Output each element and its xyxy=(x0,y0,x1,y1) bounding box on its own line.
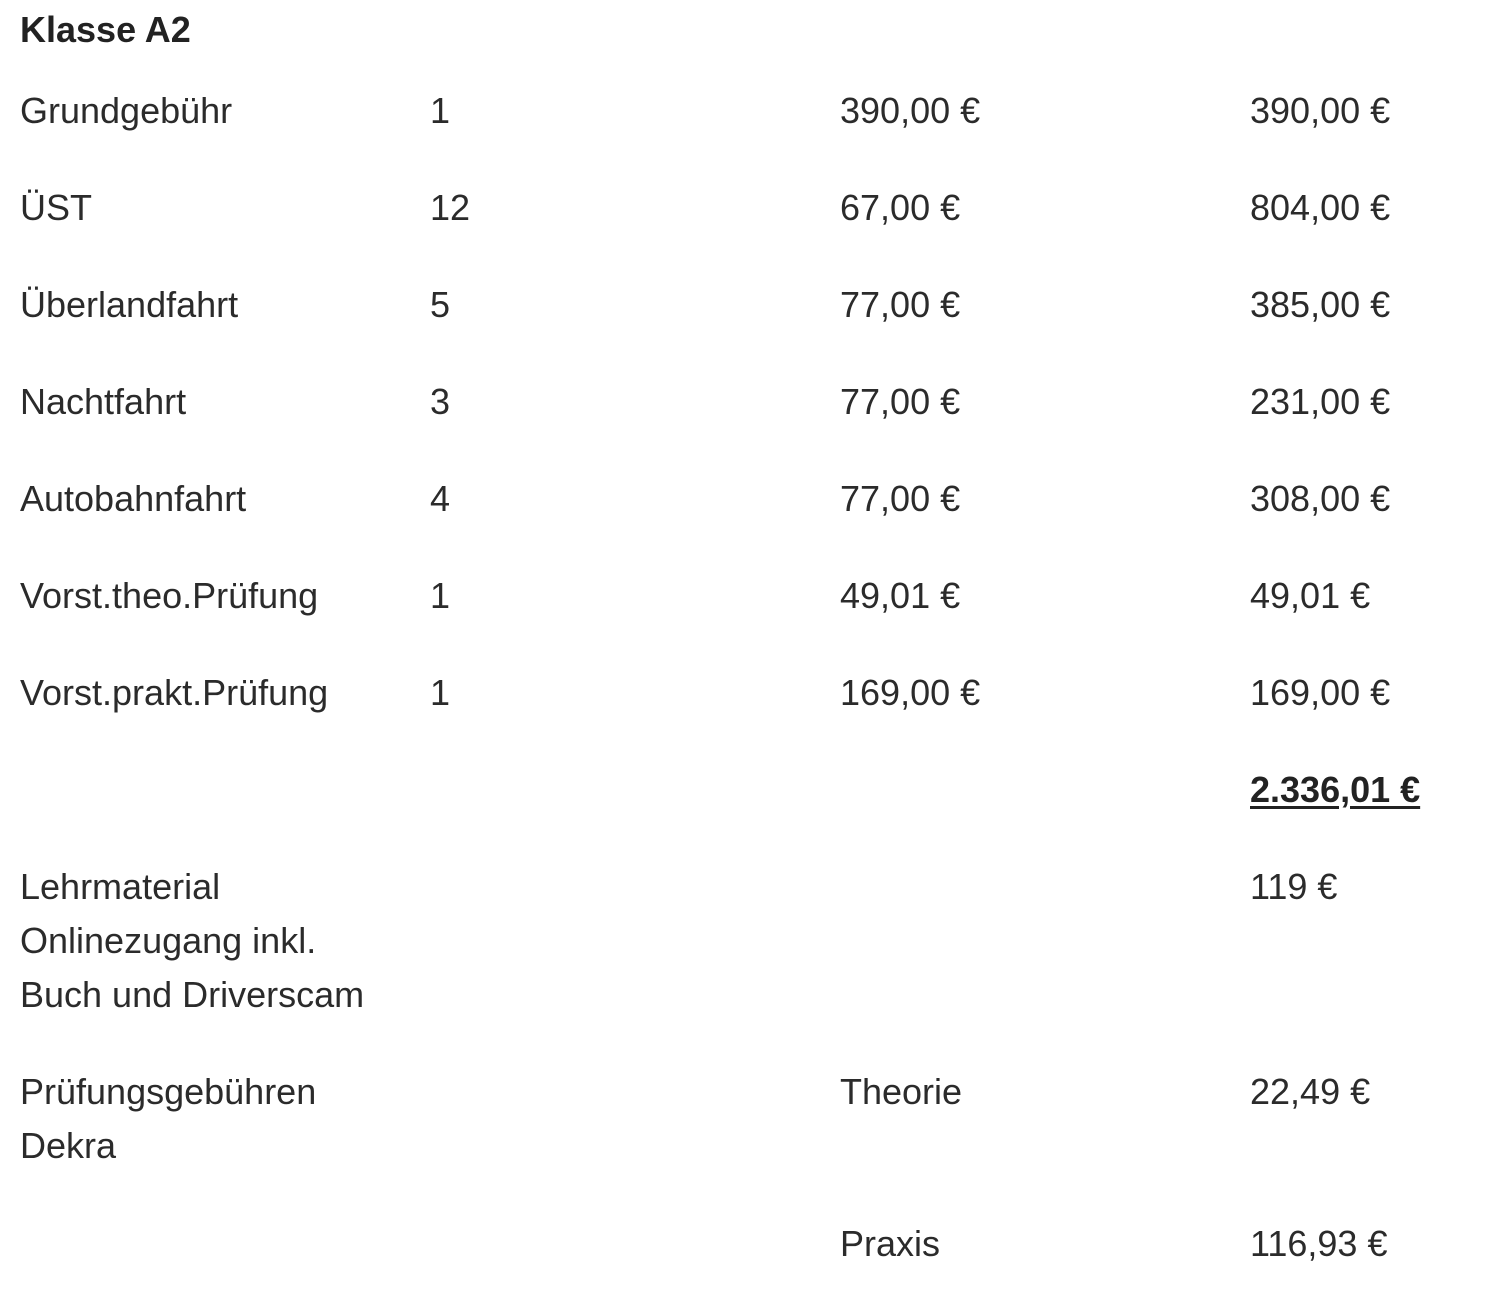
pruefung-label-line: Prüfungsgebühren xyxy=(20,1071,317,1112)
item-total: 169,00 € xyxy=(1250,672,1391,713)
item-total: 804,00 € xyxy=(1250,187,1391,228)
theorie-label: Theorie xyxy=(840,1071,963,1112)
pruefung-label-line: Dekra xyxy=(20,1125,117,1166)
item-price: 77,00 € xyxy=(840,284,961,325)
item-price: 67,00 € xyxy=(840,187,961,228)
item-price: 77,00 € xyxy=(840,381,961,422)
item-total: 231,00 € xyxy=(1250,381,1391,422)
lehrmaterial-label-line: Onlinezugang inkl. xyxy=(20,920,317,961)
item-qty: 1 xyxy=(430,90,451,131)
item-qty: 4 xyxy=(430,478,451,519)
item-qty: 5 xyxy=(430,284,451,325)
item-name: Autobahnfahrt xyxy=(20,478,247,519)
lehrmaterial-price: 119 € xyxy=(1250,866,1338,907)
item-name: Grundgebühr xyxy=(20,90,233,131)
item-total: 390,00 € xyxy=(1250,90,1391,131)
item-qty: 1 xyxy=(430,672,451,713)
lehrmaterial-label-line: Buch und Driverscam xyxy=(20,974,365,1015)
item-name: Überlandfahrt xyxy=(20,284,239,325)
praxis-price: 116,93 € xyxy=(1250,1223,1388,1264)
item-price: 77,00 € xyxy=(840,478,961,519)
item-qty: 3 xyxy=(430,381,451,422)
item-total: 308,00 € xyxy=(1250,478,1391,519)
theorie-price: 22,49 € xyxy=(1250,1071,1371,1112)
item-price: 390,00 € xyxy=(840,90,981,131)
item-name: Vorst.prakt.Prüfung xyxy=(20,672,329,713)
praxis-label: Praxis xyxy=(840,1223,941,1264)
item-qty: 1 xyxy=(430,575,451,616)
page-title: Klasse A2 xyxy=(20,9,191,50)
item-total: 385,00 € xyxy=(1250,284,1391,325)
item-qty: 12 xyxy=(430,187,471,228)
item-name: ÜST xyxy=(20,187,92,228)
sum-total: 2.336,01 € xyxy=(1250,769,1421,810)
item-name: Nachtfahrt xyxy=(20,381,187,422)
item-price: 169,00 € xyxy=(840,672,981,713)
item-price: 49,01 € xyxy=(840,575,961,616)
lehrmaterial-label-line: Lehrmaterial xyxy=(20,866,221,907)
item-total: 49,01 € xyxy=(1250,575,1371,616)
item-name: Vorst.theo.Prüfung xyxy=(20,575,319,616)
